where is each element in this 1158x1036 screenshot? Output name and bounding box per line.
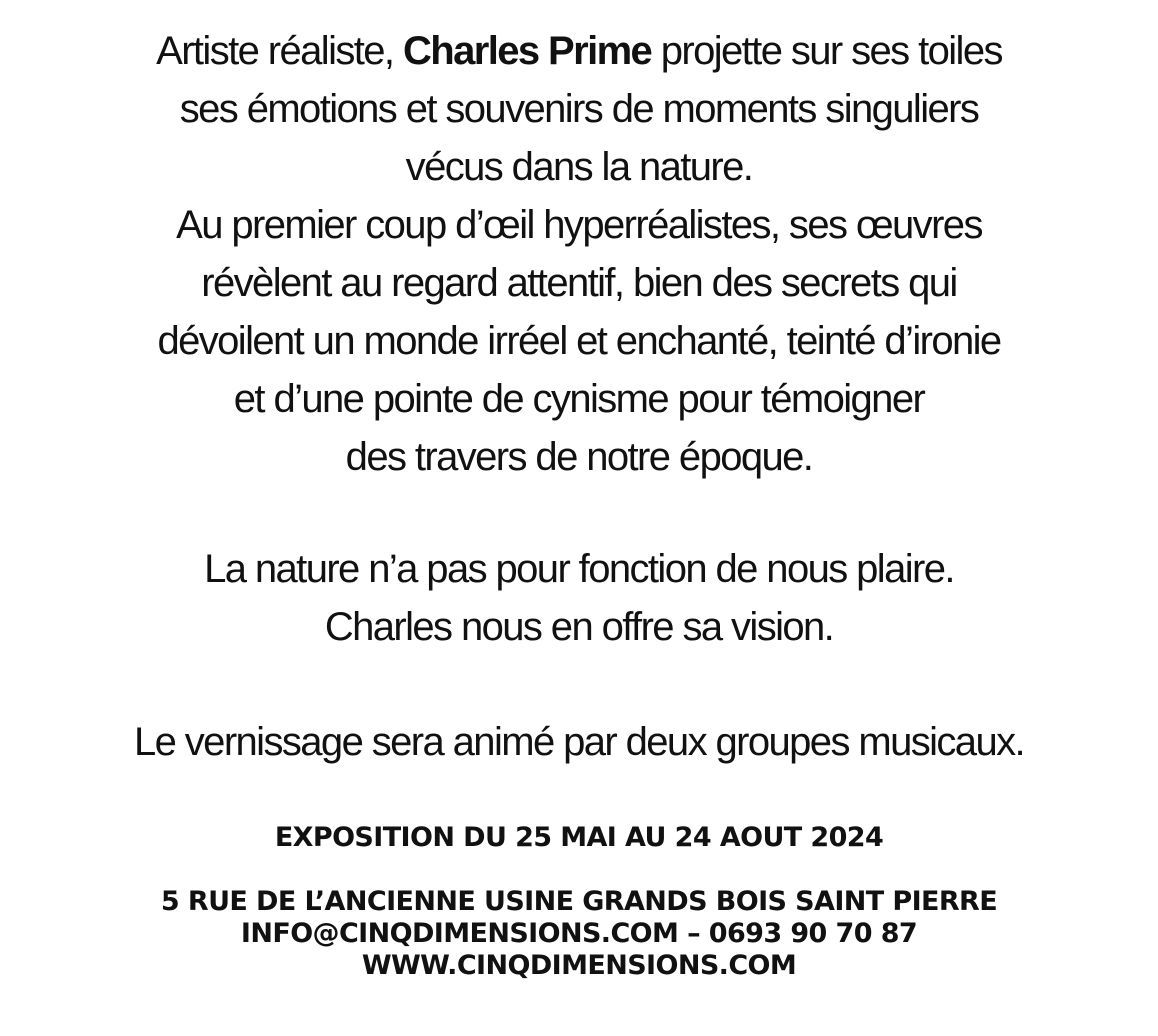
nature-line-2: Charles nous en offre sa vision. (324, 605, 834, 649)
artist-name: Charles Prime (402, 29, 652, 73)
description-line-3: vécus dans la nature. (405, 145, 753, 189)
vernissage-paragraph (0, 713, 1158, 771)
description-line-1 (0, 22, 1158, 80)
description-line-8: des travers de notre époque. (345, 435, 813, 479)
exposition-dates-text: EXPOSITION DU 25 MAI AU 24 AOUT 2024 (274, 822, 884, 853)
email-phone-text: INFO@CINQDIMENSIONS.COM – 0693 90 70 87 (240, 918, 918, 949)
description-line-7: et d’une pointe de cynisme pour témoigner (233, 377, 925, 421)
description-line-2: ses émotions et souvenirs de moments singuliers (179, 87, 979, 131)
artist-description-paragraph (0, 22, 1158, 486)
nature-line-1: La nature n’a pas pour fonction de nous plaire. (204, 547, 954, 591)
description-line-6: dévoilent un monde irréel et enchanté, teinté d’ironie (157, 319, 1001, 363)
address-text: 5 RUE DE L’ANCIENNE USINE GRANDS BOIS SAINT PIERRE (160, 886, 998, 917)
website-text: WWW.CINQDIMENSIONS.COM (361, 950, 797, 981)
contact-block (0, 886, 1158, 982)
nature-vision-paragraph (0, 540, 1158, 656)
description-line-4: Au premier coup d’œil hyperréalistes, ses œuvres (176, 203, 982, 247)
exposition-dates (0, 820, 1158, 856)
intro-continuation: projette sur ses toiles (651, 29, 1002, 73)
vernissage-line: Le vernissage sera animé par deux groupes musicaux. (133, 720, 1025, 764)
intro-text: Artiste réaliste, (156, 29, 403, 73)
description-line-5: révèlent au regard attentif, bien des secrets qui (201, 261, 957, 305)
